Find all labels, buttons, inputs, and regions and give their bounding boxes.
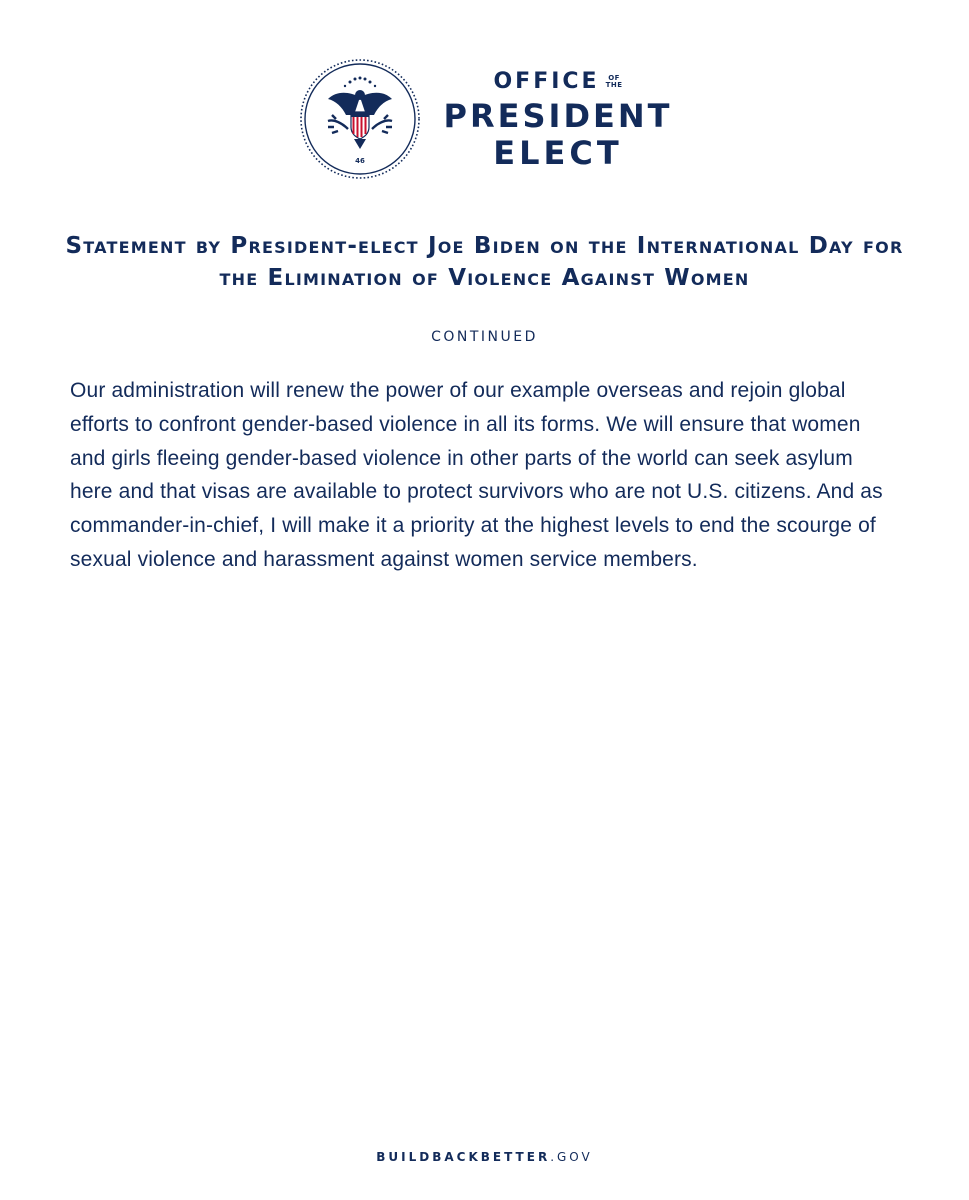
seal-number: 46: [355, 157, 365, 165]
wordmark-of-the: [606, 75, 623, 89]
footer-site-suffix: .GOV: [550, 1150, 593, 1164]
wordmark-line-elect: ELECT: [493, 134, 623, 172]
statement-title: Statement by President-elect Joe Biden on the International Day for the Elimination of Violence Against Women: [65, 233, 904, 291]
continued-label: CONTINUED: [431, 329, 538, 345]
footer-site-bold: BUILDBACKBETTER: [376, 1150, 551, 1164]
office-wordmark: [440, 69, 676, 171]
statement-body: Our administration will renew the power of our example overseas and rejoin global efforts to confront gender-based violence in all its forms. We will ensure that women and girls fleeing gender-based violence in other parts of the world can seek asylum here and that visas are available to protect survivors who are not U.S. citizens. And as commander-in-chief, I will make it a priority at the highest levels to end the scourge of sexual violence and harassment against women service members.: [70, 379, 883, 571]
wordmark-the-text: THE: [605, 81, 623, 89]
wordmark-office-text: OFFICE: [493, 69, 600, 94]
letterhead: [298, 57, 678, 183]
wordmark-line-president: PRESIDENT: [443, 97, 673, 135]
wordmark-of-text: OF: [608, 74, 620, 82]
footer-website: [0, 1150, 969, 1164]
wordmark-line-office: [440, 69, 676, 95]
presidential-seal-icon: [298, 57, 422, 181]
